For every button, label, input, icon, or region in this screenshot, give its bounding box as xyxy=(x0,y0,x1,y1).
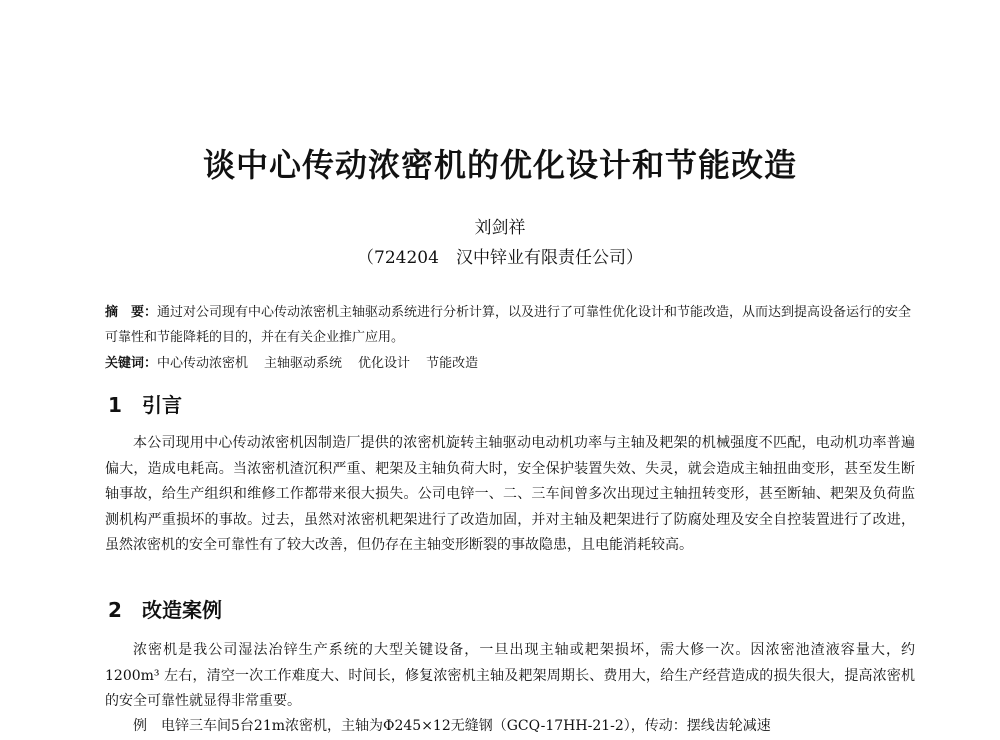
keywords-label: 关键词： xyxy=(105,356,158,371)
section-title: 引言 xyxy=(142,393,182,417)
keyword-item: 中心传动浓密机 xyxy=(157,356,249,371)
author-name: 刘剑祥 xyxy=(474,218,526,238)
section-title: 改造案例 xyxy=(142,598,222,622)
keyword-item: 主轴驱动系统 xyxy=(264,356,343,371)
section-number: 1 xyxy=(108,393,122,417)
paper-title: 谈中心传动浓密机的优化设计和节能改造 xyxy=(202,146,797,184)
keyword-item: 优化设计 xyxy=(358,356,411,371)
section-heading-introduction xyxy=(108,389,182,418)
abstract-text: 通过对公司现有中心传动浓密机主轴驱动系统进行分析计算，以及进行了可靠性优化设计和节能改造，从而达到提高设备运行的安全可靠性和节能降耗的目的，并在有关企业推广应用。 xyxy=(105,305,912,345)
author-affiliation: （724204 汉中锌业有限责任公司） xyxy=(357,248,643,268)
section-number: 2 xyxy=(108,598,122,622)
body-paragraph: 浓密机是我公司湿法冶锌生产系统的大型关键设备，一旦出现主轴或耙架损坏，需大修一次。因浓密池渣液容量大，约1200m³ 左右，清空一次工作难度大、时间长，修复浓密机主轴及耙架周期长、费用大，给生产经营造成的损失很大，提高浓密机的安全可靠性就显得非常重要。 xyxy=(105,642,915,709)
body-paragraph: 本公司现用中心传动浓密机因制造厂提供的浓密机旋转主轴驱动电动机功率与主轴及耙架的机械强度不匹配，电动机功率普遍偏大，造成电耗高。当浓密机渣沉积严重、耙架及主轴负荷大时，安全保护装置失效、失灵，就会造成主轴扭曲变形，甚至发生断轴事故，给生产组织和维修工作都带来很大损失。公司电锌一、二、三车间曾多次出现过主轴扭转变形，甚至断轴、耙架及负荷监测机构严重损坏的事故。过去，虽然对浓密机耙架进行了改造加固，并对主轴及耙架进行了防腐处理及安全自控装置进行了改进，虽然浓密机的安全可靠性有了较大改善，但仍存在主轴变形断裂的事故隐患，且电能消耗较高。 xyxy=(105,435,915,553)
keywords xyxy=(105,352,915,376)
abstract xyxy=(105,300,915,350)
abstract-label: 摘 要： xyxy=(105,305,158,320)
keyword-item: 节能改造 xyxy=(426,356,479,371)
body-paragraph: 例 电锌三车间5台21m浓密机，主轴为Φ245×12无缝钢（GCQ-17HH-21-2），传动：摆线齿轮减速 xyxy=(133,718,771,734)
section-heading-case xyxy=(108,594,222,623)
